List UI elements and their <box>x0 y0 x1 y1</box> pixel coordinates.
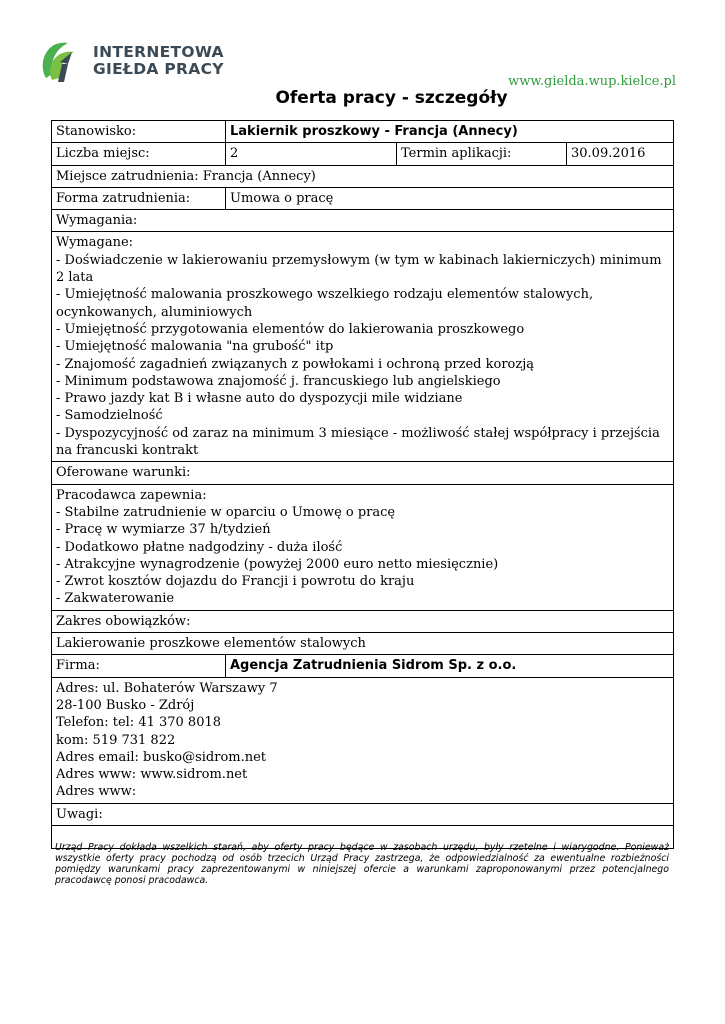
deadline-value: 30.09.2016 <box>567 143 674 165</box>
duties-row <box>52 633 674 655</box>
position-label: Stanowisko: <box>52 121 226 143</box>
conditions-line: - Pracę w wymiarze 37 h/tydzień <box>56 522 271 538</box>
requirements-list <box>52 232 674 462</box>
contact-mobile: kom: 519 731 822 <box>56 732 176 748</box>
contact-phone: Telefon: tel: 41 370 8018 <box>56 715 222 731</box>
contact-block <box>52 677 674 803</box>
conditions-line: - Zakwaterowanie <box>56 591 175 607</box>
logo <box>38 38 238 88</box>
conditions-label: Oferowane warunki: <box>52 462 674 484</box>
requirements-line: Wymagane: <box>56 235 134 251</box>
logo-line-2: GIEŁDA PRACY <box>93 60 224 78</box>
conditions-line: - Zwrot kosztów dojazdu do Francji i powrotu do kraju <box>56 574 415 590</box>
duties-value: Lakierowanie proszkowe elementów stalowych <box>52 633 674 655</box>
employment-value: Umowa o pracę <box>226 187 674 209</box>
disclaimer: Urząd Pracy dokłada wszelkich starań, aby oferty pracy będące w zasobach urzędu, były rzetelne i wiarygodne. Ponieważ wszystkie oferty pracy pochodzą od osób trzecich Urząd Pracy zastrzega, że odpowiedzialność za ewentualne rozbieżności pomiędzy warunkami pracy zaprezentowanymi w niniejszej ofercie a warunkami zaproponowanymi przez potencjalnego pracodawcę ponosi pracodawca. <box>55 842 669 886</box>
site-url-link[interactable]: www.gielda.wup.kielce.pl <box>508 74 676 89</box>
page-title: Oferta pracy - szczegóły <box>275 88 508 108</box>
requirements-label: Wymagania: <box>52 210 674 232</box>
company-value: Agencja Zatrudnienia Sidrom Sp. z o.o. <box>226 655 674 677</box>
employment-label: Forma zatrudnienia: <box>52 187 226 209</box>
logo-line-1: INTERNETOWA <box>93 43 224 61</box>
conditions-line: Pracodawca zapewnia: <box>56 487 207 503</box>
requirements-line: - Umiejętność przygotowania elementów do lakierowania proszkowego <box>56 321 525 337</box>
logo-text <box>93 44 224 78</box>
position-row <box>52 121 674 143</box>
offer-table <box>51 120 674 849</box>
logo-mark-icon <box>38 38 88 88</box>
slots-label: Liczba miejsc: <box>52 143 226 165</box>
conditions-line: - Atrakcyjne wynagrodzenie (powyżej 2000 euro netto miesięcznie) <box>56 556 499 572</box>
requirements-header-row <box>52 210 674 232</box>
conditions-header-row <box>52 462 674 484</box>
contact-row <box>52 677 674 803</box>
contact-address: Adres: ul. Bohaterów Warszawy 7 <box>56 680 278 696</box>
deadline-label: Termin aplikacji: <box>397 143 567 165</box>
notes-label: Uwagi: <box>52 803 674 825</box>
contact-email: Adres email: busko@sidrom.net <box>56 749 267 765</box>
slots-row <box>52 143 674 165</box>
company-label: Firma: <box>52 655 226 677</box>
requirements-row <box>52 232 674 462</box>
contact-www: Adres www: www.sidrom.net <box>56 767 248 783</box>
contact-city: 28-100 Busko - Zdrój <box>56 697 195 713</box>
requirements-line: - Znajomość zagadnień związanych z powłokami i ochroną przed korozją <box>56 356 535 372</box>
conditions-line: - Dodatkowo płatne nadgodziny - duża ilość <box>56 539 343 555</box>
requirements-line: - Minimum podstawowa znajomość j. francuskiego lub angielskiego <box>56 373 501 389</box>
company-row <box>52 655 674 677</box>
conditions-line: - Stabilne zatrudnienie w oparciu o Umowę o pracę <box>56 504 396 520</box>
position-value: Lakiernik proszkowy - Francja (Annecy) <box>226 121 674 143</box>
duties-header-row <box>52 610 674 632</box>
slots-value: 2 <box>226 143 397 165</box>
location-value: Miejsce zatrudnienia: Francja (Annecy) <box>52 165 674 187</box>
requirements-line: - Umiejętność malowania "na grubość" itp <box>56 339 334 355</box>
duties-label: Zakres obowiązków: <box>52 610 674 632</box>
requirements-line: - Umiejętność malowania proszkowego wszelkiego rodzaju elementów stalowych, ocynkowanych, aluminiowych <box>56 287 594 320</box>
requirements-line: - Prawo jazdy kat B i własne auto do dyspozycji mile widziane <box>56 391 463 407</box>
notes-header-row <box>52 803 674 825</box>
requirements-line: - Samodzielność <box>56 408 163 424</box>
requirements-line: - Dyspozycyjność od zaraz na minimum 3 miesiące - możliwość stałej współpracy i przejścia na francuski kontrakt <box>56 425 660 459</box>
conditions-list <box>52 484 674 610</box>
requirements-line: - Doświadczenie w lakierowaniu przemysłowym (w tym w kabinach lakierniczych) minimum 2 lata <box>56 252 662 286</box>
conditions-row <box>52 484 674 610</box>
employment-row <box>52 187 674 209</box>
location-row <box>52 165 674 187</box>
contact-www-2: Adres www: <box>56 784 137 800</box>
